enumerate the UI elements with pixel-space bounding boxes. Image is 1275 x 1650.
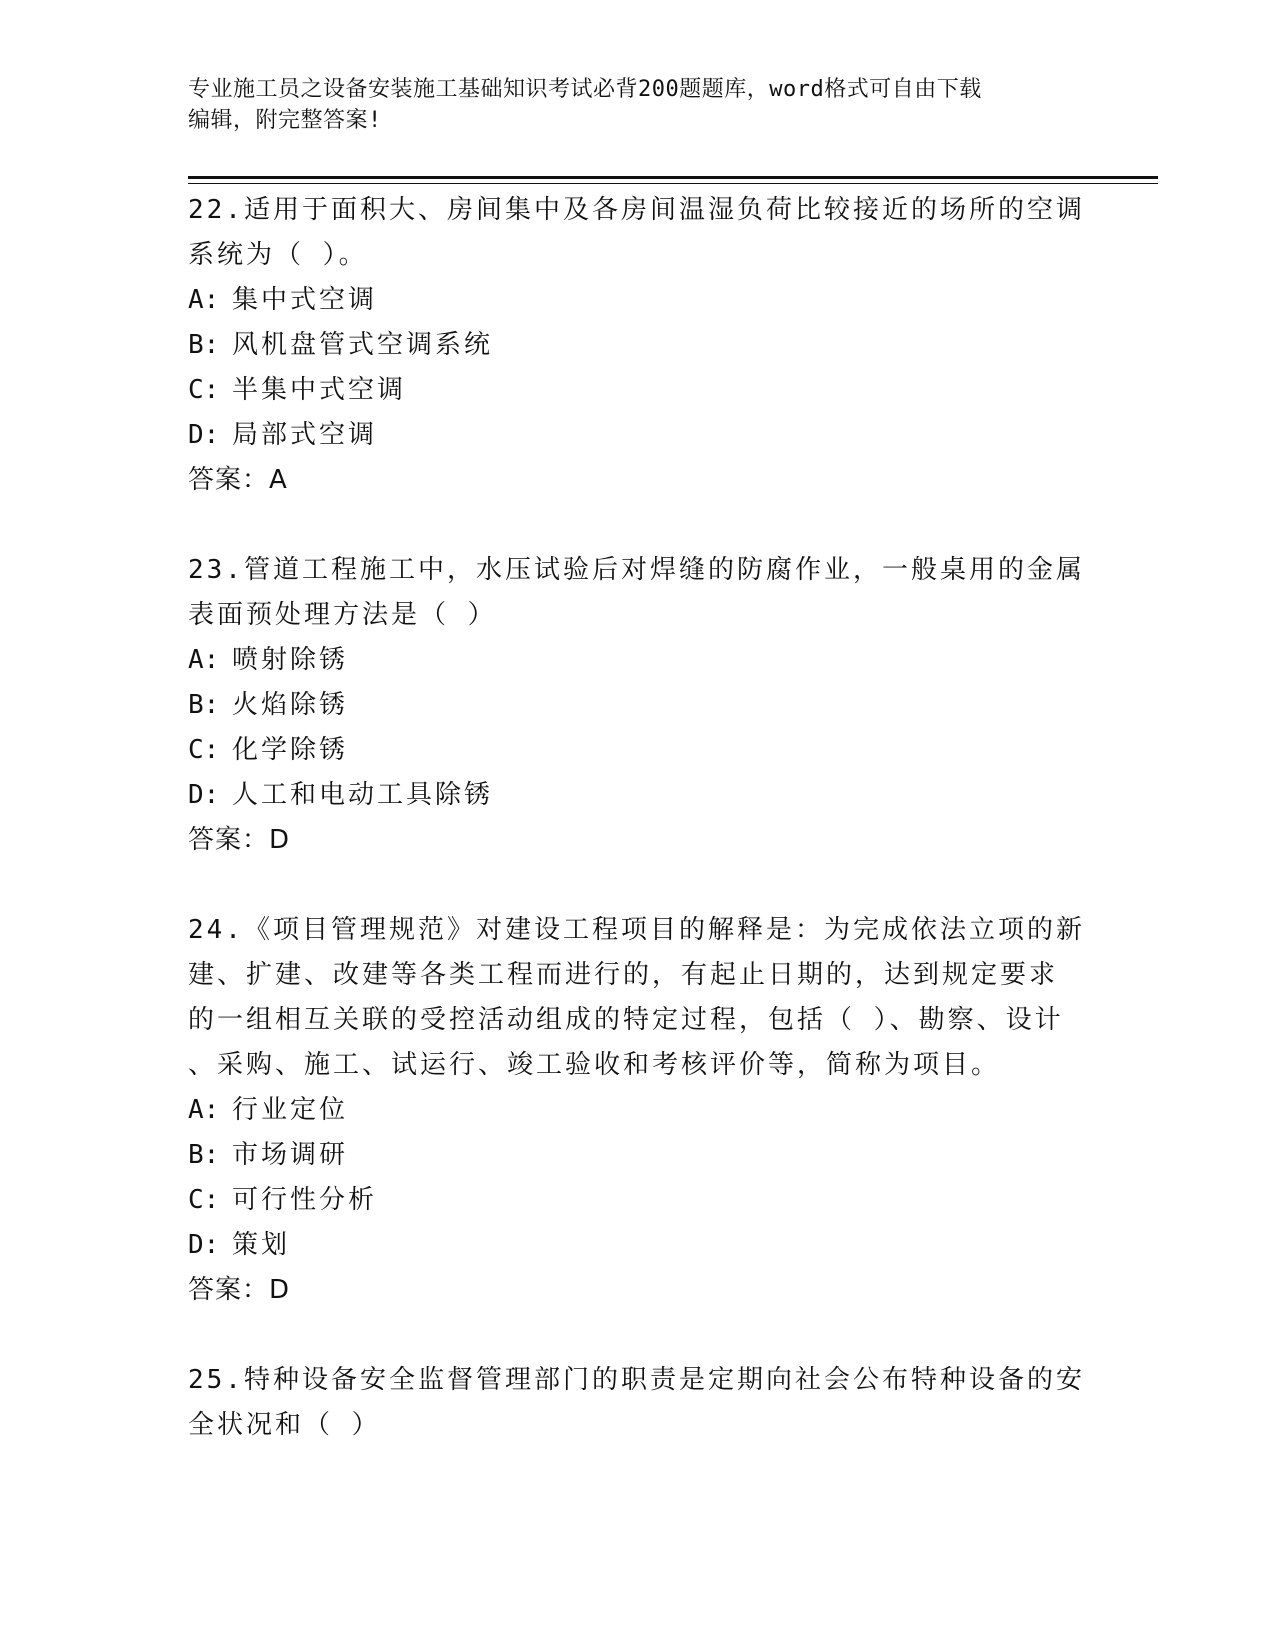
- option-letter: C:: [188, 375, 220, 405]
- header-divider-thin: [188, 183, 1158, 184]
- option-text: 策划: [232, 1230, 291, 1260]
- option-b: [188, 1133, 1098, 1178]
- option-text: 局部式空调: [232, 420, 378, 450]
- option-letter: D:: [188, 1230, 220, 1260]
- option-text: 可行性分析: [232, 1185, 378, 1215]
- option-text: 化学除锈: [232, 735, 349, 765]
- header-line-2: 编辑，附完整答案!: [188, 108, 382, 133]
- option-text: 火焰除锈: [232, 690, 349, 720]
- question-24: [188, 908, 1098, 1313]
- question-stem-line: 建、扩建、改建等各类工程而进行的，有起止日期的，达到规定要求: [188, 960, 1059, 990]
- answer-line: 答案：A: [188, 465, 288, 495]
- option-c: [188, 368, 1098, 413]
- option-d: [188, 413, 1098, 458]
- option-letter: B:: [188, 690, 220, 720]
- option-text: 市场调研: [232, 1140, 349, 1170]
- option-c: [188, 1178, 1098, 1223]
- option-text: 人工和电动工具除锈: [232, 780, 494, 810]
- option-letter: B:: [188, 1140, 220, 1170]
- document-header: [188, 74, 1088, 136]
- option-c: [188, 728, 1098, 773]
- answer-line: 答案：D: [188, 1275, 291, 1305]
- option-letter: A:: [188, 1095, 220, 1125]
- option-a: [188, 1088, 1098, 1133]
- option-text: 喷射除锈: [232, 645, 349, 675]
- question-stem-line: 系统为（ ）。: [188, 240, 368, 270]
- question-stem-line: 24.《项目管理规范》对建设工程项目的解释是：为完成依法立项的新: [188, 915, 1085, 945]
- option-letter: A:: [188, 645, 220, 675]
- option-letter: A:: [188, 285, 220, 315]
- answer-line: 答案：D: [188, 825, 291, 855]
- question-25: [188, 1358, 1098, 1448]
- option-letter: D:: [188, 780, 220, 810]
- option-letter: B:: [188, 330, 220, 360]
- option-text: 集中式空调: [232, 285, 378, 315]
- option-b: [188, 683, 1098, 728]
- option-text: 半集中式空调: [232, 375, 407, 405]
- question-stem-line: 表面预处理方法是（ ）: [188, 600, 497, 630]
- option-letter: C:: [188, 735, 220, 765]
- question-stem-line: 25.特种设备安全监督管理部门的职责是定期向社会公布特种设备的安: [188, 1365, 1085, 1395]
- question-stem-line: 23.管道工程施工中，水压试验后对焊缝的防腐作业，一般桌用的金属: [188, 555, 1085, 585]
- option-letter: D:: [188, 420, 220, 450]
- option-d: [188, 1223, 1098, 1268]
- header-divider-thick: [188, 176, 1158, 179]
- option-a: [188, 638, 1098, 683]
- header-line-1: 专业施工员之设备安装施工基础知识考试必背200题题库，word格式可自由下载: [188, 77, 982, 102]
- option-letter: C:: [188, 1185, 220, 1215]
- option-text: 行业定位: [232, 1095, 349, 1125]
- option-a: [188, 278, 1098, 323]
- question-stem-line: 全状况和（ ）: [188, 1410, 381, 1440]
- question-stem-line: 22.适用于面积大、房间集中及各房间温湿负荷比较接近的场所的空调: [188, 195, 1085, 225]
- question-stem-line: 的一组相互关联的受控活动组成的特定过程，包括（ ）、勘察、设计: [188, 1005, 1064, 1035]
- question-23: [188, 548, 1098, 863]
- question-22: [188, 188, 1098, 503]
- option-b: [188, 323, 1098, 368]
- option-text: 风机盘管式空调系统: [232, 330, 494, 360]
- option-d: [188, 773, 1098, 818]
- question-stem-line: 、采购、施工、试运行、竣工验收和考核评价等，简称为项目。: [188, 1050, 1001, 1080]
